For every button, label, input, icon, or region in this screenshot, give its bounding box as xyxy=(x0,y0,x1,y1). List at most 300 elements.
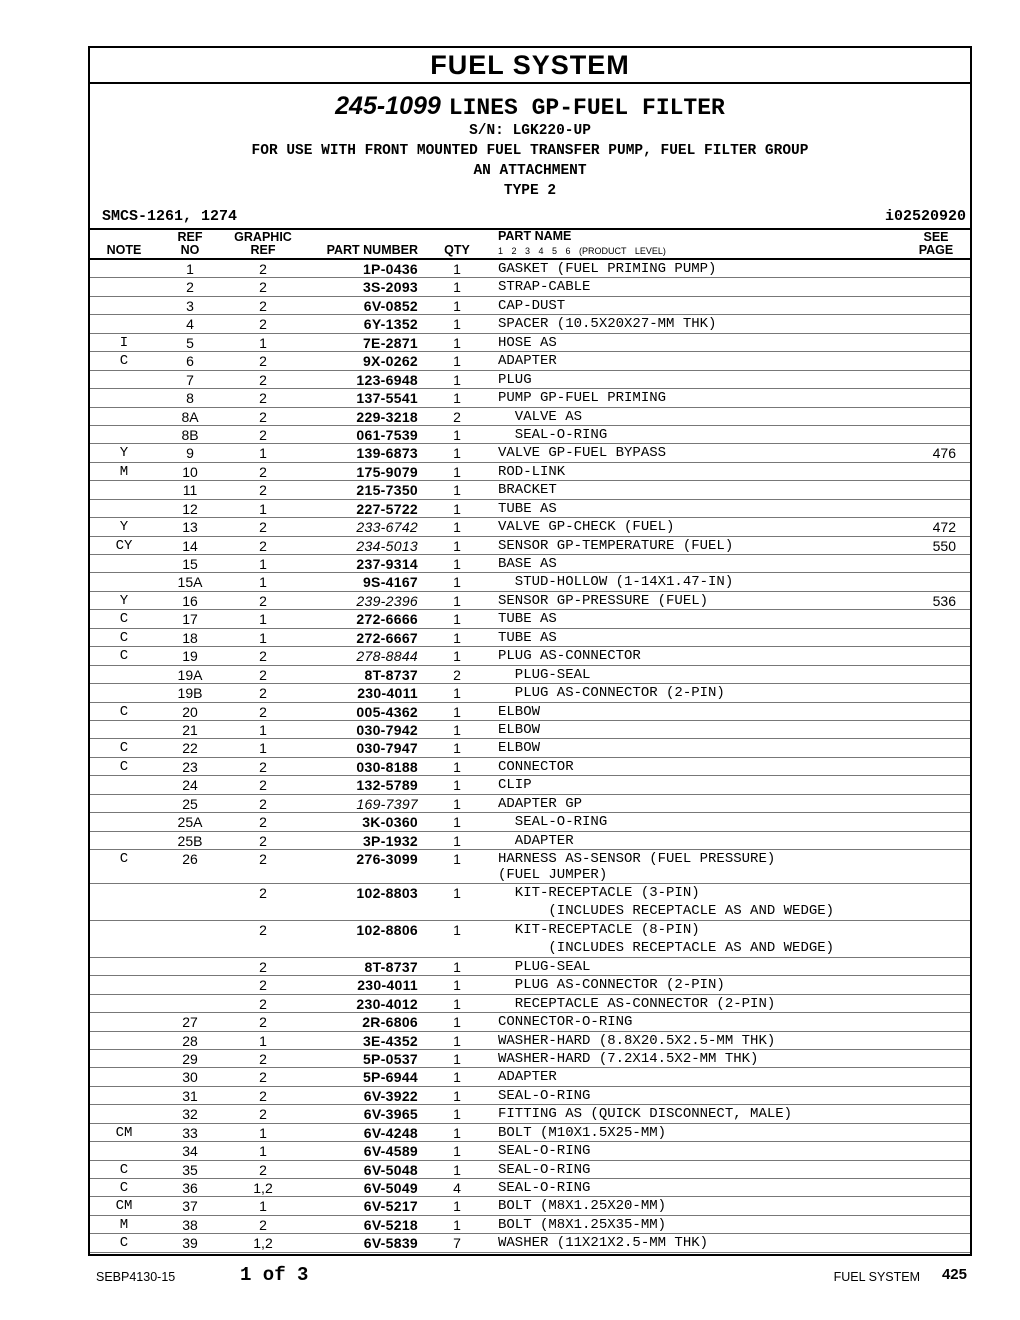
graphic-ref-cell: 1 xyxy=(259,611,267,628)
table-row xyxy=(90,813,970,831)
qty-cell: 1 xyxy=(453,574,461,591)
note-cell: C xyxy=(119,1235,129,1252)
qty-cell: 1 xyxy=(453,1216,461,1233)
qty-cell: 1 xyxy=(453,279,461,296)
part-name-cell: HOSE AS xyxy=(498,334,557,351)
graphic-ref-cell: 2 xyxy=(259,958,267,975)
part-number-cell: 5P-6944 xyxy=(362,1069,418,1086)
part-name-cell: SEAL-O-RING xyxy=(498,426,608,443)
part-number-cell: 2R-6806 xyxy=(362,1014,418,1031)
graphic-ref-cell: 2 xyxy=(259,995,267,1012)
table-row xyxy=(90,297,970,315)
graphic-ref-cell: 1 xyxy=(259,629,267,646)
graphic-ref-cell: 1,2 xyxy=(253,1235,273,1252)
part-number-cell: 5P-0537 xyxy=(362,1050,418,1067)
see-page-cell: 472 xyxy=(932,519,956,536)
qty-cell: 1 xyxy=(453,519,461,536)
table-row xyxy=(90,902,970,920)
part-name-cell: TUBE AS xyxy=(498,629,557,646)
ref-no-cell: 36 xyxy=(182,1180,198,1196)
table-row xyxy=(90,1142,970,1160)
part-number-cell: 239-2396 xyxy=(356,592,418,609)
graphic-ref-cell: 2 xyxy=(259,1161,267,1178)
table-row xyxy=(90,703,970,721)
part-name-cell: PLUG AS-CONNECTOR (2-PIN) xyxy=(498,977,725,994)
parts-table xyxy=(90,260,970,1253)
part-number-cell: 8T-8737 xyxy=(364,666,418,683)
ref-no-cell: 20 xyxy=(182,703,198,720)
part-name-cell: STUD-HOLLOW (1-14X1.47-IN) xyxy=(498,574,734,591)
ref-no-cell: 35 xyxy=(182,1161,198,1178)
part-number-cell: 229-3218 xyxy=(356,408,418,425)
type-note: TYPE 2 xyxy=(503,183,557,199)
note-cell: C xyxy=(119,703,129,720)
part-number-cell: 005-4362 xyxy=(356,703,418,720)
part-number-cell: 030-7947 xyxy=(356,740,418,757)
ref-no-cell: 28 xyxy=(182,1032,198,1049)
col-note: NOTE xyxy=(106,243,142,257)
col-part-number: PART NUMBER xyxy=(326,243,418,257)
graphic-ref-cell: 2 xyxy=(259,537,267,554)
graphic-ref-cell: 2 xyxy=(259,592,267,609)
table-row xyxy=(90,537,970,555)
qty-cell: 1 xyxy=(453,500,461,517)
qty-cell: 1 xyxy=(453,851,461,867)
qty-cell: 1 xyxy=(453,592,461,609)
part-name-cell: ELBOW xyxy=(498,721,541,738)
graphic-ref-cell: 2 xyxy=(259,519,267,536)
part-number-cell: 8T-8737 xyxy=(364,958,418,975)
qty-cell: 7 xyxy=(453,1235,461,1252)
table-row xyxy=(90,1032,970,1050)
part-number-cell: 123-6948 xyxy=(356,371,418,388)
table-row xyxy=(90,921,970,939)
table-row xyxy=(90,408,970,426)
qty-cell: 1 xyxy=(453,1106,461,1123)
qty-cell: 1 xyxy=(453,758,461,775)
see-page-cell: 550 xyxy=(932,537,956,554)
ref-no-cell: 21 xyxy=(182,721,198,738)
qty-cell: 1 xyxy=(453,316,461,333)
part-name-cell: SEAL-O-RING xyxy=(498,1087,591,1104)
ref-no-cell: 26 xyxy=(182,851,198,867)
graphic-ref-cell: 2 xyxy=(259,279,267,296)
graphic-ref-cell: 2 xyxy=(259,666,267,683)
part-name-cell: PUMP GP-FUEL PRIMING xyxy=(498,390,667,407)
part-name-cell: WASHER (11X21X2.5-MM THK) xyxy=(498,1235,709,1252)
part-name-cell: ADAPTER xyxy=(498,832,574,849)
footer-section: FUEL SYSTEM xyxy=(833,1270,920,1284)
table-row xyxy=(90,260,970,278)
graphic-ref-cell: 2 xyxy=(259,426,267,443)
table-row xyxy=(90,1105,970,1123)
part-name-cell: (INCLUDES RECEPTACLE AS AND WEDGE) xyxy=(498,903,835,920)
table-row xyxy=(90,995,970,1013)
page-number: 425 xyxy=(941,1266,967,1283)
part-name-cell: SEAL-O-RING xyxy=(498,814,608,831)
qty-cell: 1 xyxy=(453,611,461,628)
part-number-cell: 234-5013 xyxy=(356,537,418,554)
qty-cell: 1 xyxy=(453,685,461,702)
part-name-cell: BOLT (M8X1.25X20-MM) xyxy=(498,1198,667,1215)
graphic-ref-cell: 1 xyxy=(259,1143,267,1160)
col-qty: QTY xyxy=(444,243,470,257)
table-row xyxy=(90,481,970,499)
qty-cell: 1 xyxy=(453,1161,461,1178)
note-cell: C xyxy=(119,851,129,867)
qty-cell: 1 xyxy=(453,703,461,720)
qty-cell: 1 xyxy=(453,995,461,1012)
table-row xyxy=(90,352,970,370)
part-name-cell: ADAPTER GP xyxy=(498,795,583,812)
qty-cell: 1 xyxy=(453,371,461,388)
graphic-ref-cell: 2 xyxy=(259,777,267,794)
document-id: SEBP4130-15 xyxy=(96,1270,176,1284)
ref-no-cell: 4 xyxy=(186,316,194,333)
ref-no-cell: 9 xyxy=(186,445,194,462)
table-row xyxy=(90,1087,970,1105)
qty-cell: 1 xyxy=(453,297,461,314)
part-number-cell: 278-8844 xyxy=(356,648,418,665)
part-number-cell: 061-7539 xyxy=(356,426,418,443)
note-cell: Y xyxy=(119,445,129,462)
part-name-cell: CAP-DUST xyxy=(498,297,566,314)
part-name-cell: BRACKET xyxy=(498,482,557,499)
part-name-cell: STRAP-CABLE xyxy=(498,279,591,296)
qty-cell: 1 xyxy=(453,463,461,480)
ref-no-cell: 30 xyxy=(182,1069,198,1086)
qty-cell: 1 xyxy=(453,537,461,554)
ref-no-cell: 12 xyxy=(182,500,198,517)
graphic-ref-cell: 2 xyxy=(259,885,267,901)
table-row xyxy=(90,1013,970,1031)
table-row xyxy=(90,976,970,994)
part-name-cell: CONNECTOR-O-RING xyxy=(498,1014,633,1031)
part-name-cell: SPACER (10.5X20X27-MM THK) xyxy=(498,316,717,333)
graphic-ref-cell: 2 xyxy=(259,1014,267,1031)
graphic-ref-cell: 1 xyxy=(259,1198,267,1215)
part-name-cell: SEAL-O-RING xyxy=(498,1143,591,1160)
part-name-cell: ELBOW xyxy=(498,703,541,720)
part-name-cell: HARNESS AS-SENSOR (FUEL PRESSURE) (FUEL JUMPER) xyxy=(498,851,776,883)
table-row xyxy=(90,426,970,444)
table-row xyxy=(90,795,970,813)
table-row xyxy=(90,939,970,957)
table-row xyxy=(90,1197,970,1215)
graphic-ref-cell: 2 xyxy=(259,463,267,480)
part-name-cell: SENSOR GP-PRESSURE (FUEL) xyxy=(498,592,709,609)
qty-cell: 1 xyxy=(453,958,461,975)
graphic-ref-cell: 2 xyxy=(259,703,267,720)
qty-cell: 1 xyxy=(453,426,461,443)
table-row xyxy=(90,758,970,776)
ref-no-cell: 15 xyxy=(182,556,198,572)
note-cell: C xyxy=(119,353,129,370)
graphic-ref-cell: 1 xyxy=(259,334,267,351)
graphic-ref-cell: 2 xyxy=(259,1069,267,1086)
ref-no-cell: 2 xyxy=(186,279,194,296)
part-name-cell: BOLT (M10X1.5X25-MM) xyxy=(498,1124,667,1141)
part-number-cell: 137-5541 xyxy=(356,390,418,407)
see-page-cell: 476 xyxy=(932,445,956,462)
group-name: LINES GP-FUEL FILTER xyxy=(448,95,725,121)
part-name-cell: ADAPTER xyxy=(498,1069,557,1086)
part-number-cell: 6V-0852 xyxy=(363,297,418,314)
table-row xyxy=(90,1161,970,1179)
part-number-cell: 215-7350 xyxy=(356,482,418,499)
graphic-ref-cell: 2 xyxy=(259,1106,267,1123)
note-cell: C xyxy=(119,1180,129,1196)
part-name-cell: TUBE AS xyxy=(498,500,557,517)
table-row xyxy=(90,389,970,407)
graphic-ref-cell: 1 xyxy=(259,500,267,517)
ref-no-cell: 18 xyxy=(182,629,198,646)
part-name-cell: VALVE GP-FUEL BYPASS xyxy=(498,445,667,462)
col-graphic-top: GRAPHIC xyxy=(234,230,292,244)
table-row xyxy=(90,629,970,647)
ref-no-cell: 1 xyxy=(186,261,194,277)
table-row xyxy=(90,666,970,684)
graphic-ref-cell: 2 xyxy=(259,1216,267,1233)
graphic-ref-cell: 2 xyxy=(259,1087,267,1104)
note-cell: CM xyxy=(115,1124,133,1141)
ref-no-cell: 25 xyxy=(182,795,198,812)
qty-cell: 1 xyxy=(453,334,461,351)
note-cell: C xyxy=(119,758,129,775)
table-row xyxy=(90,1179,970,1197)
smcs-code: SMCS-1261, 1274 xyxy=(102,208,238,225)
qty-cell: 1 xyxy=(453,814,461,831)
note-cell: C xyxy=(119,1161,129,1178)
part-number-cell: 102-8806 xyxy=(356,921,418,938)
graphic-ref-cell: 1 xyxy=(259,1124,267,1141)
ref-no-cell: 19B xyxy=(177,685,203,702)
part-number-cell: 276-3099 xyxy=(356,851,418,867)
part-name-cell: PLUG AS-CONNECTOR xyxy=(498,648,641,665)
part-number-cell: 139-6873 xyxy=(356,445,418,462)
part-number-cell: 9X-0262 xyxy=(362,353,418,370)
part-name-cell: WASHER-HARD (7.2X14.5X2-MM THK) xyxy=(498,1050,759,1067)
table-row xyxy=(90,739,970,757)
qty-cell: 1 xyxy=(453,740,461,757)
part-number-cell: 102-8803 xyxy=(356,885,418,901)
part-number-cell: 6V-5839 xyxy=(363,1235,418,1252)
graphic-ref-cell: 1 xyxy=(259,1032,267,1049)
note-cell: M xyxy=(119,1216,129,1233)
table-row xyxy=(90,776,970,794)
qty-cell: 1 xyxy=(453,390,461,407)
ref-no-cell: 38 xyxy=(182,1216,198,1233)
page-of: 1 of 3 xyxy=(240,1264,309,1286)
note-cell: Y xyxy=(119,592,129,609)
note-cell: C xyxy=(119,611,129,628)
ref-no-cell: 19 xyxy=(182,648,198,665)
qty-cell: 1 xyxy=(453,721,461,738)
qty-cell: 1 xyxy=(453,1069,461,1086)
qty-cell: 1 xyxy=(453,777,461,794)
column-headers xyxy=(90,230,970,260)
part-number-cell: 6V-3965 xyxy=(363,1106,418,1123)
qty-cell: 2 xyxy=(453,666,461,683)
part-number-cell: 227-5722 xyxy=(356,500,418,517)
graphic-ref-cell: 2 xyxy=(259,316,267,333)
part-number-cell: 6V-4248 xyxy=(363,1124,418,1141)
qty-cell: 1 xyxy=(453,921,461,938)
section-title: FUEL SYSTEM xyxy=(90,48,970,84)
table-row xyxy=(90,573,970,591)
ref-no-cell: 11 xyxy=(182,482,198,499)
part-name-cell: KIT-RECEPTACLE (8-PIN) xyxy=(498,921,700,938)
note-cell: M xyxy=(119,463,129,480)
part-name-cell: BASE AS xyxy=(498,556,557,572)
parts-list-frame xyxy=(88,46,972,1256)
part-name-cell: CLIP xyxy=(498,777,532,794)
col-see-bottom: PAGE xyxy=(918,243,954,257)
table-row xyxy=(90,647,970,665)
part-number-cell: 233-6742 xyxy=(356,519,418,536)
ref-no-cell: 6 xyxy=(186,353,194,370)
ref-no-cell: 5 xyxy=(186,334,194,351)
qty-cell: 1 xyxy=(453,1124,461,1141)
ref-no-cell: 37 xyxy=(182,1198,198,1215)
ref-no-cell: 31 xyxy=(182,1087,198,1104)
part-number-cell: 030-7942 xyxy=(356,721,418,738)
graphic-ref-cell: 2 xyxy=(259,261,267,277)
graphic-ref-cell: 2 xyxy=(259,795,267,812)
group-header xyxy=(90,84,970,201)
attachment-note: AN ATTACHMENT xyxy=(473,163,587,179)
qty-cell: 1 xyxy=(453,648,461,665)
ref-no-cell: 17 xyxy=(182,611,198,628)
ref-no-cell: 19A xyxy=(177,666,203,683)
graphic-ref-cell: 2 xyxy=(259,1050,267,1067)
use-note: FOR USE WITH FRONT MOUNTED FUEL TRANSFER PUMP, FUEL FILTER GROUP xyxy=(251,143,809,159)
graphic-ref-cell: 1,2 xyxy=(253,1180,273,1196)
table-row xyxy=(90,1234,970,1252)
part-name-cell: VALVE AS xyxy=(498,408,583,425)
group-number: 245-1099 xyxy=(335,92,441,120)
part-number-cell: 272-6667 xyxy=(356,629,418,646)
part-name-cell: KIT-RECEPTACLE (3-PIN) xyxy=(498,885,700,901)
qty-cell: 1 xyxy=(453,353,461,370)
table-row xyxy=(90,1050,970,1068)
ref-no-cell: 13 xyxy=(182,519,198,536)
table-row xyxy=(90,315,970,333)
graphic-ref-cell: 2 xyxy=(259,297,267,314)
ref-no-cell: 24 xyxy=(182,777,198,794)
qty-cell: 1 xyxy=(453,482,461,499)
graphic-ref-cell: 1 xyxy=(259,740,267,757)
table-row xyxy=(90,958,970,976)
part-name-cell: WASHER-HARD (8.8X20.5X2.5-MM THK) xyxy=(498,1032,776,1049)
table-row xyxy=(90,721,970,739)
qty-cell: 1 xyxy=(453,1050,461,1067)
part-number-cell: 230-4012 xyxy=(356,995,418,1012)
qty-cell: 1 xyxy=(453,556,461,572)
part-number-cell: 3S-2093 xyxy=(362,279,418,296)
ref-no-cell: 7 xyxy=(186,371,194,388)
note-cell: C xyxy=(119,740,129,757)
graphic-ref-cell: 2 xyxy=(259,814,267,831)
part-number-cell: 6V-3922 xyxy=(363,1087,418,1104)
table-row xyxy=(90,463,970,481)
qty-cell: 1 xyxy=(453,795,461,812)
qty-cell: 1 xyxy=(453,1198,461,1215)
note-cell: CY xyxy=(115,537,133,554)
ref-no-cell: 29 xyxy=(182,1050,198,1067)
part-number-cell: 9S-4167 xyxy=(362,574,418,591)
part-name-cell: ADAPTER xyxy=(498,353,557,370)
table-row xyxy=(90,1068,970,1086)
qty-cell: 1 xyxy=(453,977,461,994)
smcs-row xyxy=(90,206,970,228)
qty-cell: 2 xyxy=(453,408,461,425)
note-cell: CM xyxy=(115,1198,133,1215)
graphic-ref-cell: 1 xyxy=(259,556,267,572)
qty-cell: 1 xyxy=(453,885,461,901)
part-name-cell: PLUG AS-CONNECTOR (2-PIN) xyxy=(498,685,725,702)
part-name-cell: GASKET (FUEL PRIMING PUMP) xyxy=(498,261,717,277)
table-row xyxy=(90,371,970,389)
part-name-cell: VALVE GP-CHECK (FUEL) xyxy=(498,519,675,536)
graphic-ref-cell: 2 xyxy=(259,832,267,849)
part-name-cell: PLUG-SEAL xyxy=(498,666,591,683)
ref-no-cell: 16 xyxy=(182,592,198,609)
col-ref-bottom: NO xyxy=(180,243,200,257)
graphic-ref-cell: 2 xyxy=(259,353,267,370)
graphic-ref-cell: 1 xyxy=(259,721,267,738)
part-number-cell: 3E-4352 xyxy=(362,1032,418,1049)
ref-no-cell: 8A xyxy=(181,408,199,425)
note-cell: C xyxy=(119,629,129,646)
part-name-cell: TUBE AS xyxy=(498,611,557,628)
ref-no-cell: 10 xyxy=(182,463,198,480)
part-number-cell: 3P-1932 xyxy=(362,832,418,849)
ref-no-cell: 27 xyxy=(182,1014,198,1031)
graphic-ref-cell: 2 xyxy=(259,685,267,702)
part-number-cell: 6Y-1352 xyxy=(363,316,418,333)
col-product-level: 1 2 3 4 5 6 (PRODUCT LEVEL) xyxy=(498,246,666,256)
qty-cell: 1 xyxy=(453,261,461,277)
part-number-cell: 272-6666 xyxy=(356,611,418,628)
col-graphic-bottom: REF xyxy=(250,243,276,257)
ref-no-cell: 23 xyxy=(182,758,198,775)
table-row xyxy=(90,850,970,884)
table-row xyxy=(90,500,970,518)
part-name-cell: SENSOR GP-TEMPERATURE (FUEL) xyxy=(498,537,734,554)
graphic-ref-cell: 2 xyxy=(259,758,267,775)
ref-no-cell: 15A xyxy=(177,574,203,591)
part-name-cell: ELBOW xyxy=(498,740,541,757)
table-row xyxy=(90,1216,970,1234)
table-row xyxy=(90,592,970,610)
ref-no-cell: 39 xyxy=(182,1235,198,1252)
part-number-cell: 169-7397 xyxy=(356,795,418,812)
note-cell: C xyxy=(119,648,129,665)
part-number-cell: 6V-5218 xyxy=(363,1216,418,1233)
graphic-ref-cell: 2 xyxy=(259,482,267,499)
ref-no-cell: 8B xyxy=(181,426,199,443)
part-number-cell: 237-9314 xyxy=(356,556,418,572)
qty-cell: 1 xyxy=(453,1032,461,1049)
part-number-cell: 6V-5048 xyxy=(363,1161,418,1178)
graphic-ref-cell: 2 xyxy=(259,648,267,665)
table-row xyxy=(90,334,970,352)
ref-no-cell: 14 xyxy=(182,537,198,554)
col-ref-top: REF xyxy=(177,230,203,244)
see-page-cell: 536 xyxy=(932,592,956,609)
illustration-id: i02520920 xyxy=(884,208,966,225)
